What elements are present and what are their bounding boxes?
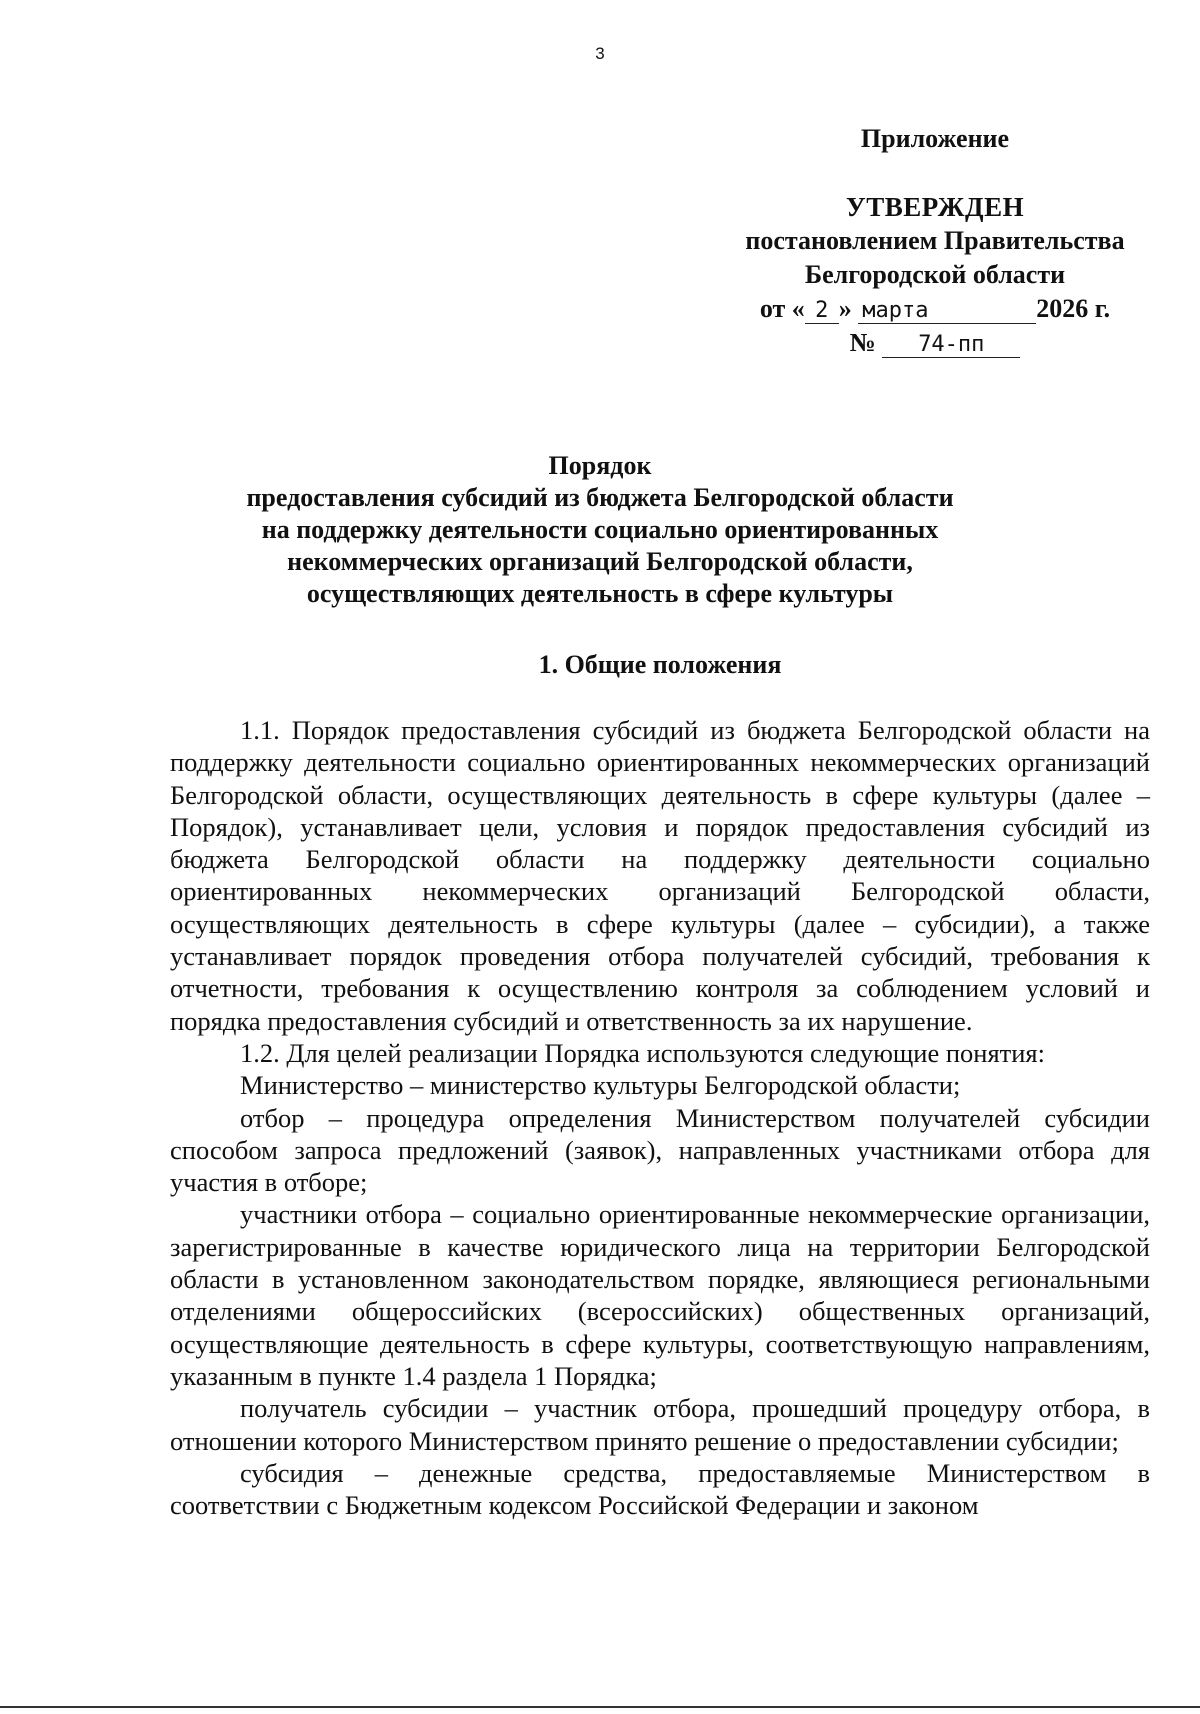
- paragraph-1-2: 1.2. Для целей реализации Порядка используются следующие понятия:: [240, 1037, 1045, 1068]
- document-title: [150, 450, 1050, 610]
- decree-date-line: [700, 292, 1170, 326]
- decree-number-line: [700, 326, 1170, 360]
- title-line-3: на поддержку деятельности социально ориентированных: [261, 515, 939, 544]
- decree-number: 74-пп: [882, 333, 1020, 358]
- number-prefix: №: [849, 328, 876, 357]
- title-line-4: некоммерческих организаций Белгородской области,: [287, 547, 913, 576]
- definition-selection: отбор – процедура определения Министерством получателей субсидии способом запроса предложений (заявок), направленных участниками отбора для участия в отборе;: [170, 1102, 1150, 1198]
- definition-subsidy: субсидия – денежные средства, предоставляемые Министерством в соответствии с Бюджетным кодексом Российской Федерации и законом: [170, 1457, 1150, 1521]
- definition-recipient: получатель субсидии – участник отбора, прошедший процедуру отбора, в отношении которого Министерством принято решение о предоставлении субсидии;: [170, 1393, 1150, 1456]
- region-label: Белгородской области: [804, 260, 1066, 289]
- date-day: 2: [805, 299, 839, 324]
- paragraph-1-1: 1.1. Порядок предоставления субсидий из бюджета Белгородской области на поддержку деятельности социально ориентированных некоммерческих организаций Белгородской области, осуществляющих деятельность в сфере культуры (далее – Порядок), устанавливает цели, условия и порядок предоставления субсидий из бюджета Белгородской области на поддержку деятельности социально ориентированных некоммерческих организаций Белгородской области, осуществляющих деятельность в сфере культуры (далее – субсидии), а также устанавливает порядок проведения отбора получателей субсидий, требования к отчетности, требования к осуществлению контроля за соблюдением условий и порядка предоставления субсидий и ответственность за их нарушение.: [170, 715, 1150, 1036]
- date-prefix: от «: [759, 294, 805, 323]
- body-text: [170, 714, 1150, 1521]
- page-bottom-edge: [0, 1706, 1200, 1708]
- definition-ministry: Министерство – министерство культуры Белгородской области;: [240, 1070, 961, 1101]
- title-line-1: Порядок: [548, 451, 652, 480]
- date-month: марта: [858, 299, 1036, 324]
- date-year: 2026 г.: [1036, 294, 1111, 323]
- decree-label: постановлением Правительства: [745, 226, 1125, 255]
- page-number: 3: [595, 44, 605, 63]
- approved-label: УТВЕРЖДЕН: [845, 192, 1025, 222]
- definition-participants: участники отбора – социально ориентированные некоммерческие организации, зарегистрированные в качестве юридического лица на территории Белгородской области в установленном законодательством порядке, являющиеся региональными отделениями общероссийских (всероссийских) общественных организаций, осуществляющие деятельность в сфере культуры, соответствующую направлениям, указанным в пункте 1.4 раздела 1 Порядка;: [170, 1199, 1150, 1391]
- title-line-2: предоставления субсидий из бюджета Белгородской области: [246, 483, 954, 512]
- appendix-label: Приложение: [860, 124, 1010, 153]
- section-1-title: 1. Общие положения: [538, 650, 782, 679]
- title-line-5: осуществляющих деятельность в сфере культуры: [306, 579, 894, 608]
- date-close-quote: »: [838, 294, 852, 323]
- approved-block: [700, 190, 1170, 360]
